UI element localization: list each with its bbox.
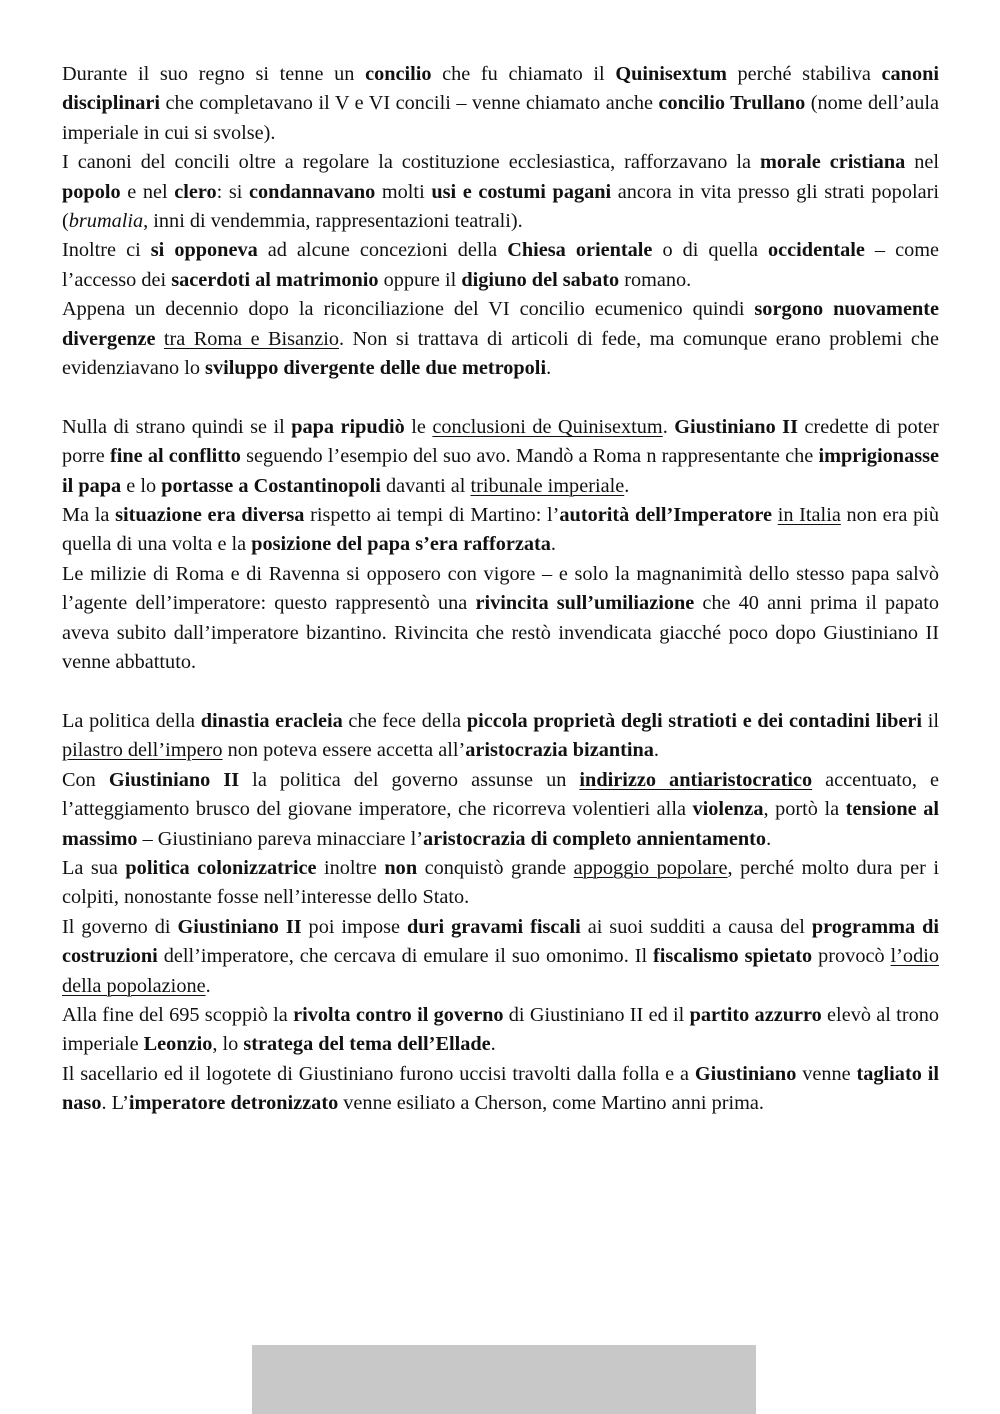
- paragraph-p4: [62, 295, 939, 383]
- text-run: Con: [62, 768, 109, 791]
- underlined-text: in Italia: [777, 504, 841, 527]
- text-run: che completavano il V e VI concili – venne chiamato anche: [160, 92, 659, 115]
- text-run: che fu chiamato il: [431, 63, 616, 85]
- text-run: .: [624, 474, 630, 497]
- bold-text: concilio: [365, 63, 432, 85]
- text-run: di Giustiniano II ed il: [503, 1003, 690, 1026]
- bold-text: fiscalismo spietato: [653, 945, 813, 968]
- bold-text: si opponeva: [150, 239, 258, 262]
- underlined-text: appoggio popolare: [573, 856, 728, 879]
- text-run: [155, 328, 163, 350]
- text-run: , inni di vendemmia, rappresentazioni teatrali).: [143, 210, 523, 233]
- text-run: Il governo di: [62, 915, 178, 938]
- bold-text: autorità dell’Imperatore: [559, 504, 772, 527]
- text-run: .: [205, 974, 211, 997]
- bold-text: imperatore detronizzato: [128, 1092, 339, 1115]
- paragraph-p7: [62, 560, 939, 678]
- text-run: dell’imperatore, che cercava di emulare il suo omonimo. Il: [157, 945, 654, 968]
- paragraph-p11: [62, 913, 939, 1001]
- bold-text: Giustiniano: [694, 1062, 797, 1085]
- text-run: le: [404, 415, 433, 438]
- text-run: . L’: [101, 1092, 129, 1115]
- bold-text: clero: [174, 180, 217, 203]
- underlined-text: tra Roma e Bisanzio: [163, 327, 339, 350]
- text-run: non poteva essere accetta all’: [222, 739, 466, 762]
- text-run: romano.: [619, 268, 692, 291]
- paragraph-p3: [62, 236, 939, 295]
- bold-text: popolo: [62, 180, 121, 203]
- bold-text: usi e costumi pagani: [431, 180, 612, 203]
- text-run: .: [490, 1033, 496, 1056]
- text-run: , lo: [212, 1033, 244, 1056]
- bold-text: digiuno del sabato: [461, 268, 620, 291]
- text-run: nel: [905, 151, 940, 174]
- text-run: : si: [216, 180, 250, 203]
- text-run: .: [766, 827, 772, 850]
- bold-text: aristocrazia di completo annientamento: [423, 827, 767, 850]
- text-run: accentuato, e l’atteggiamento brusco del giovane imperatore, che ricorreva volentieri alla: [62, 768, 939, 821]
- text-run: provocò: [812, 945, 891, 968]
- text-run: (nome dell’aula imperiale in cui si svolse).: [62, 92, 939, 144]
- text-run: che 40 anni prima il papato aveva subito dall’imperatore bizantino. Rivincita che restò invendicata giacché poco dopo Giustiniano II venne abbattuto.: [62, 592, 940, 674]
- text-run: o di quella: [652, 239, 769, 262]
- bold-text: duri gravami fiscali: [406, 915, 581, 938]
- paragraph-spacer: [62, 383, 939, 412]
- text-run: – come l’accesso dei: [62, 239, 940, 291]
- underlined-text: tribunale imperiale: [470, 474, 625, 497]
- text-run: ai suoi sudditi a causa del: [580, 915, 812, 938]
- text-run: , portò la: [763, 798, 846, 821]
- bold-text: rivincita sull’umiliazione: [475, 592, 695, 615]
- text-run: perché stabiliva: [726, 63, 882, 85]
- text-run: Alla fine del 695 scoppiò la: [62, 1003, 294, 1026]
- bold-text: canoni disciplinari: [62, 63, 940, 115]
- bold-text: programma di costruzioni: [62, 915, 939, 968]
- bold-text: Giustiniano II: [108, 768, 240, 791]
- bold-text: fine al conflitto: [109, 445, 241, 468]
- bold-text: tensione al massimo: [62, 798, 939, 850]
- bold-text: occidentale: [768, 239, 865, 262]
- bold-text: Quinisextum: [615, 63, 727, 85]
- text-run: La sua: [62, 856, 126, 879]
- bold-text: concilio Trullano: [658, 92, 806, 115]
- text-run: il: [922, 709, 939, 732]
- bold-text: situazione era diversa: [115, 504, 305, 527]
- underlined-text: l’odio della popolazione: [62, 945, 939, 997]
- bold-text: portasse a Costantinopoli: [161, 474, 381, 497]
- text-run: .: [662, 415, 675, 438]
- text-run: venne esiliato a Cherson, come Martino anni prima.: [338, 1092, 765, 1115]
- bold-text: Chiesa orientale: [507, 239, 653, 262]
- text-run: poi impose: [301, 915, 407, 938]
- bold-text: stratega del tema dell’Ellade: [243, 1033, 491, 1056]
- text-run: I canoni del concili oltre a regolare la costituzione ecclesiastica, rafforzavano la: [62, 151, 760, 174]
- bold-text: rivolta contro il governo: [293, 1003, 504, 1026]
- text-run: seguendo l’esempio del suo avo. Mandò a Roma n rappresentante che: [240, 445, 819, 468]
- text-run: Il sacellario ed il logotete di Giustiniano furono uccisi travolti dalla folla e a: [62, 1062, 695, 1085]
- text-run: davanti al: [380, 474, 471, 497]
- bold-text: aristocrazia bizantina: [465, 739, 654, 762]
- text-run: venne: [796, 1062, 857, 1085]
- text-run: oppure il: [378, 268, 462, 291]
- text-run: – Giustiniano pareva minacciare l’: [137, 827, 424, 850]
- bold-text: politica colonizzatrice: [125, 856, 317, 879]
- underlined-text: pilastro dell’impero: [62, 739, 223, 762]
- underlined-text: conclusioni de Quinisextum: [432, 415, 663, 438]
- text-run: . Non si trattava di articoli di fede, ma comunque erano problemi che evidenziavano lo: [62, 327, 939, 380]
- bold-text: piccola proprietà degli stratioti e dei contadini liberi: [466, 709, 923, 732]
- bold-text: non: [384, 856, 418, 879]
- text-run: .: [550, 533, 556, 556]
- text-run: Appena un decennio dopo la riconciliazione del VI concilio ecumenico quindi: [62, 298, 755, 321]
- text-run: ad alcune concezioni della: [257, 239, 508, 262]
- paragraph-p12: [62, 1001, 939, 1060]
- paragraph-p13: [62, 1060, 939, 1119]
- text-run: Nulla di strano quindi se il: [62, 415, 292, 438]
- paragraph-p6: [62, 501, 939, 560]
- bold-underlined-text: indirizzo antiaristocratico: [579, 768, 813, 791]
- text-run: credette di poter porre: [62, 415, 939, 468]
- text-run: Ma la: [62, 504, 116, 527]
- text-run: , perché molto dura per i colpiti, nonostante fosse nell’interesse dello Stato.: [62, 856, 939, 909]
- text-run: conquistò grande: [417, 856, 574, 879]
- bold-text: Leonzio: [143, 1033, 213, 1056]
- bold-text: sorgono nuovamente divergenze: [62, 298, 939, 350]
- paragraph-p2: [62, 148, 939, 236]
- paragraph-p10: [62, 854, 939, 913]
- bold-text: sacerdoti al matrimonio: [171, 268, 379, 291]
- bold-text: partito azzurro: [689, 1003, 822, 1026]
- bold-text: papa ripudiò: [291, 415, 405, 438]
- text-run: rispetto ai tempi di Martino: l’: [304, 504, 560, 527]
- footer-gray-band: [252, 1345, 756, 1414]
- document-body: [62, 60, 939, 1119]
- text-run: elevò al trono imperiale: [62, 1003, 939, 1056]
- text-run: non era più quella di una volta e la: [62, 504, 940, 556]
- text-run: Le milizie di Roma e di Ravenna si opposero con vigore – e solo la magnanimità dello stesso papa salvò l’agente dell’imperatore: questo rappresentò una: [62, 562, 939, 615]
- bold-text: imprigionasse il papa: [62, 445, 940, 497]
- paragraph-p1: [62, 60, 939, 148]
- paragraph-p8: [62, 707, 939, 766]
- bold-text: sviluppo divergente delle due metropoli: [205, 357, 547, 380]
- bold-text: violenza: [692, 798, 764, 821]
- text-run: Durante il suo regno si tenne un: [62, 63, 366, 85]
- text-run: .: [653, 739, 659, 762]
- bold-text: tagliato il naso: [62, 1062, 939, 1115]
- text-run: inoltre: [316, 856, 385, 879]
- text-run: La politica della: [62, 709, 201, 732]
- bold-text: morale cristiana: [759, 151, 906, 174]
- bold-text: Giustiniano II: [177, 915, 302, 938]
- text-run: .: [546, 357, 552, 380]
- text-run: e nel: [120, 180, 175, 203]
- text-run: e lo: [121, 474, 162, 497]
- text-run: che fece della: [342, 709, 467, 732]
- text-run: Inoltre ci: [62, 239, 151, 262]
- paragraph-p9: [62, 766, 939, 854]
- italic-text: brumalia: [68, 210, 144, 233]
- text-run: la politica del governo assunse un: [239, 768, 580, 791]
- bold-text: Giustiniano II: [674, 415, 798, 438]
- text-run: molti: [375, 180, 432, 203]
- bold-text: dinastia eracleia: [200, 709, 343, 732]
- paragraph-spacer: [62, 678, 939, 707]
- paragraph-p5: [62, 413, 939, 501]
- bold-text: posizione del papa s’era rafforzata: [251, 533, 551, 556]
- text-run: ancora in vita presso gli strati popolari (: [62, 180, 939, 233]
- bold-text: condannavano: [249, 180, 376, 203]
